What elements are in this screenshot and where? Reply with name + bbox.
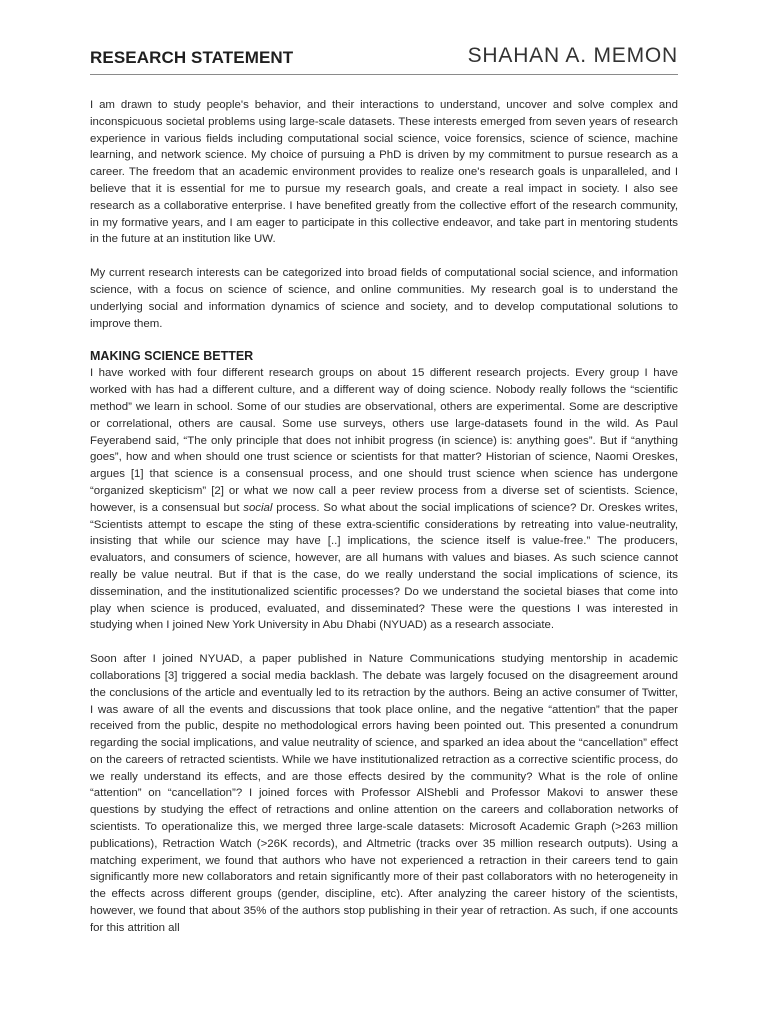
section-paragraph-1-part-b: process. So what about the social implications of science? Dr. Oreskes writes, “Scientists attempt to escape the sting of these extra-scientific considerations by retreating into value-neutrality, insisting that while our science may have [..] implications, the science itself is value-free.” The producers, evaluators, and consumers of science, however, are all humans with values and biases. As such science cannot really be value neutral. But if that is the case, do we really understand the social implications of science, its dissemination, and the institutionalized scientific processes? Do we understand the societal biases that come into play when science is produced, evaluated, and disseminated? These were the questions I was interested in studying when I joined New York University in Abu Dhabi (NYUAD) as a research associate.: [90, 501, 678, 632]
emphasized-word: social: [243, 501, 273, 514]
section-paragraph-1: [90, 365, 678, 634]
document-title: RESEARCH STATEMENT: [90, 48, 294, 67]
author-name: SHAHAN A. MEMON: [467, 44, 678, 67]
intro-paragraph: I am drawn to study people's behavior, and their interactions to understand, uncover and solve complex and inconspicuous societal problems using large-scale datasets. These interests emerged from seven years of research experience in various fields including computational social science, voice forensics, science of science, machine learning, and network science. My choice of pursuing a PhD is driven by my commitment to pursue research as a career. The freedom that an academic environment provides to realize one's research goals is unparalleled, and I believe that it is essential for me to pursue my research goals, and create a real impact in society. I also see research as a collaborative enterprise. I have benefited greatly from the collective effort of the research community, in my formative years, and I am eager to participate in this collective endeavor, and take part in mentoring students in the future at an institution like UW.: [90, 99, 678, 246]
section-paragraph-2: Soon after I joined NYUAD, a paper published in Nature Communications studying mentorship in academic collaborations [3] triggered a social media backlash. The debate was largely focused on the disagreement around the conclusions of the article and eventually led to its retraction by the authors. Being an active consumer of Twitter, I was aware of all the events and discussions that took place online, and the negative “attention” that the paper received from the public, despite no methodological errors having been pointed out. This presented a conundrum regarding the social implications, and value neutrality of science, and sparked an idea about the “cancellation” effect on the careers of retracted scientists. While we have institutionalized retraction as a corrective scientific process, do we really understand its effects, and are those effects desired by the community? What is the role of online “attention” on “cancellation”? I joined forces with Professor AlShebli and Professor Makovi to answer these questions by studying the effect of retractions and online attention on the careers and collaboration networks of scientists. To operationalize this, we merged three large-scale datasets: Microsoft Academic Graph (>263 million publications), Retraction Watch (>26K records), and Altmetric (tracks over 35 million research outputs). Using a matching experiment, we found that authors who have not experienced a retraction in their careers tend to gain significantly more new collaborators and retain significantly more of their past collaborators with no heterogeneity in the effects across different groups (gender, discipline, etc). After analyzing the career history of the scientists, however, we found that about 35% of the authors stop publishing in their year of retraction. As such, if one accounts for this attrition all: [90, 653, 678, 934]
section-heading: MAKING SCIENCE BETTER: [90, 349, 254, 364]
document-body: [90, 97, 678, 937]
research-interests-paragraph: My current research interests can be categorized into broad fields of computational social science, and information science, with a focus on science of science, and online communities. My research goal is to understand the underlying social and information dynamics of science and society, and to develop computational solutions to improve them.: [90, 267, 678, 330]
page-header: [90, 44, 678, 75]
section-paragraph-1-part-a: I have worked with four different research groups on about 15 different research projects. Every group I have worked with has had a different culture, and a different way of doing science. Nobody really follows the “scientific method” we learn in school. Some of our studies are observational, others are experimental. Some are descriptive or correlational, others are causal. Some use surveys, others use large-datasets found in the wild. As Paul Feyerabend said, “The only principle that does not inhibit progress (in science) is: anything goes”. But if “anything goes”, how and when should one trust science or scientists for that matter? Historian of science, Naomi Oreskes, argues [1] that science is a consensual process, and one should trust science when science has undergone “organized skepticism” [2] or what we now call a peer review process from a diverse set of scientists. Science, however, is a consensual but: [90, 367, 678, 514]
